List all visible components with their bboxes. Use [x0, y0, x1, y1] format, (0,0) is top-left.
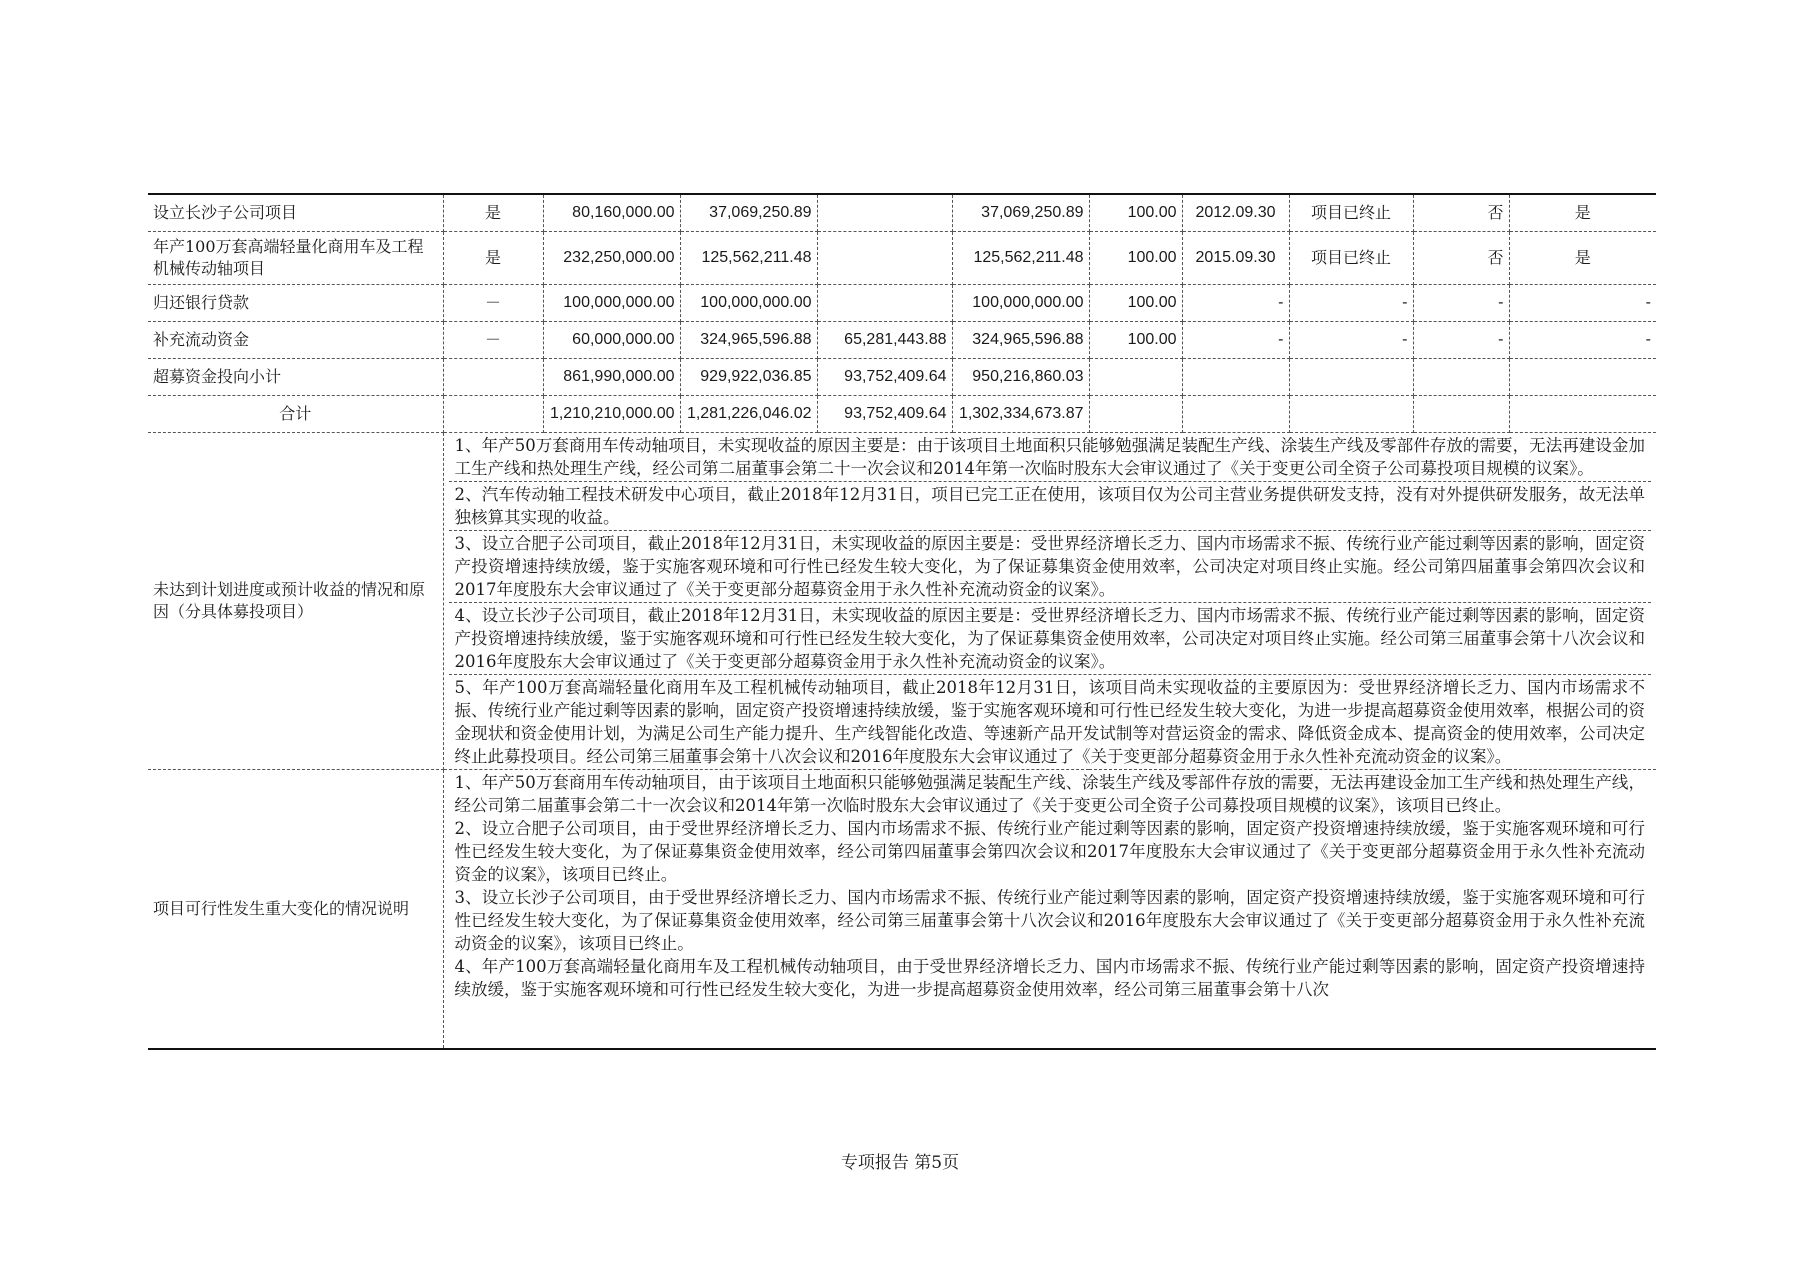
unmet-progress-reasons	[443, 433, 1656, 770]
feasibility-change-notes	[443, 770, 1656, 1050]
progress-percent: 100.00	[1089, 232, 1182, 285]
adjusted-amount: 1,281,226,046.02	[680, 396, 817, 433]
progress-percent	[1089, 396, 1182, 433]
realized-benefit: -	[1289, 285, 1413, 322]
changed-flag	[443, 359, 543, 396]
feasibility-paragraph: 2、设立合肥子公司项目，由于受世界经济增长乏力、国内市场需求不振、传统行业产能过剩等因素的影响，固定资产投资增速持续放缓，鉴于实施客观环境和可行性已经发生较大变化，为了保证募集资金使用效率，经公司第四届董事会第四次会议和2017年度股东大会审议通过了《关于变更部分超募资金用于永久性补充流动资金的议案》，该项目已终止。	[454, 819, 1645, 884]
benefit-reached: -	[1413, 285, 1509, 322]
cumulative-amount: 37,069,250.89	[952, 194, 1089, 232]
reason-paragraph: 5、年产100万套高端轻量化商用车及工程机械传动轴项目，截止2018年12月31日，该项目尚未实现收益的主要原因为：受世界经济增长乏力、国内市场需求不振、传统行业产能过剩等因素的影响，固定资产投资增速持续放缓，鉴于实施客观环境和可行性已经发生较大变化，为进一步提高超募资金使用效率，根据公司的资金现状和资金使用计划，为满足公司生产能力提升、生产线智能化改造、等速新产品开发试制等对营运资金的需求、降低资金成本、提高资金的使用效率，公司决定终止此募投项目。经公司第三届董事会第十八次会议和2016年度股东大会审议通过了《关于变更部分超募资金用于永久性补充流动资金的议案》。	[454, 678, 1645, 766]
realized-benefit: 项目已终止	[1289, 194, 1413, 232]
unmet-progress-label: 未达到计划进度或预计收益的情况和原因（分具体募投项目）	[148, 433, 443, 770]
adjusted-amount: 100,000,000.00	[680, 285, 817, 322]
major-change-flag	[1509, 396, 1656, 433]
cumulative-amount: 100,000,000.00	[952, 285, 1089, 322]
realized-benefit	[1289, 396, 1413, 433]
funds-usage-table	[148, 193, 1656, 1050]
report-page	[148, 193, 1656, 1050]
cumulative-amount: 950,216,860.03	[952, 359, 1089, 396]
cumulative-amount: 1,302,334,673.87	[952, 396, 1089, 433]
major-change-flag	[1509, 359, 1656, 396]
changed-flag: －	[443, 322, 543, 359]
adjusted-amount: 125,562,211.48	[680, 232, 817, 285]
reason-paragraph: 1、年产50万套商用车传动轴项目，未实现收益的原因主要是：由于该项目土地面积只能够勉强满足装配生产线、涂装生产线及零部件存放的需要，无法再建设金加工生产线和热处理生产线，经公司第二届董事会第二十一次会议和2014年第一次临时股东大会审议通过了《关于变更公司全资子公司募投项目规模的议案》。	[449, 433, 1652, 482]
progress-percent	[1089, 359, 1182, 396]
cumulative-amount: 324,965,596.88	[952, 322, 1089, 359]
current-amount: 93,752,409.64	[817, 359, 952, 396]
committed-amount: 861,990,000.00	[543, 359, 680, 396]
ready-date: 2012.09.30	[1182, 194, 1289, 232]
progress-percent: 100.00	[1089, 322, 1182, 359]
unmet-progress-row	[148, 433, 1656, 770]
project-name: 补充流动资金	[148, 322, 443, 359]
adjusted-amount: 37,069,250.89	[680, 194, 817, 232]
major-change-flag: -	[1509, 322, 1656, 359]
adjusted-amount: 324,965,596.88	[680, 322, 817, 359]
ready-date	[1182, 359, 1289, 396]
progress-percent: 100.00	[1089, 194, 1182, 232]
changed-flag: 是	[443, 232, 543, 285]
feasibility-paragraph: 3、设立长沙子公司项目，由于受世界经济增长乏力、国内市场需求不振、传统行业产能过剩等因素的影响，固定资产投资增速持续放缓，鉴于实施客观环境和可行性已经发生较大变化，为了保证募集资金使用效率，经公司第三届董事会第十八次会议和2016年度股东大会审议通过了《关于变更部分超募资金用于永久性补充流动资金的议案》，该项目已终止。	[454, 888, 1645, 953]
table-row	[148, 285, 1656, 322]
reason-paragraph: 2、汽车传动轴工程技术研发中心项目，截止2018年12月31日，项目已完工正在使用，该项目仅为公司主营业务提供研发支持，没有对外提供研发服务，故无法单独核算其实现的收益。	[449, 482, 1652, 531]
ready-date: -	[1182, 285, 1289, 322]
ready-date: -	[1182, 322, 1289, 359]
committed-amount: 60,000,000.00	[543, 322, 680, 359]
current-amount: 65,281,443.88	[817, 322, 952, 359]
benefit-reached: 否	[1413, 194, 1509, 232]
table-row	[148, 396, 1656, 433]
project-name: 合计	[148, 396, 443, 433]
realized-benefit	[1289, 359, 1413, 396]
table-row	[148, 322, 1656, 359]
current-amount	[817, 232, 952, 285]
realized-benefit: 项目已终止	[1289, 232, 1413, 285]
benefit-reached: 否	[1413, 232, 1509, 285]
ready-date: 2015.09.30	[1182, 232, 1289, 285]
feasibility-paragraph: 1、年产50万套商用车传动轴项目，由于该项目土地面积只能够勉强满足装配生产线、涂装生产线及零部件存放的需要，无法再建设金加工生产线和热处理生产线，经公司第二届董事会第二十一次会议和2014年第一次临时股东大会审议通过了《关于变更公司全资子公司募投项目规模的议案》，该项目已终止。	[454, 773, 1645, 815]
benefit-reached	[1413, 396, 1509, 433]
reason-paragraph: 3、设立合肥子公司项目，截止2018年12月31日，未实现收益的原因主要是：受世界经济增长乏力、国内市场需求不振、传统行业产能过剩等因素的影响，固定资产投资增速持续放缓，鉴于实施客观环境和可行性已经发生较大变化，为了保证募集资金使用效率，公司决定对项目终止实施。经公司第四届董事会第四次会议和2017年度股东大会审议通过了《关于变更部分超募资金用于永久性补充流动资金的议案》。	[449, 531, 1652, 603]
current-amount	[817, 285, 952, 322]
project-name: 超募资金投向小计	[148, 359, 443, 396]
adjusted-amount: 929,922,036.85	[680, 359, 817, 396]
reason-paragraph: 4、设立长沙子公司项目，截止2018年12月31日，未实现收益的原因主要是：受世界经济增长乏力、国内市场需求不振、传统行业产能过剩等因素的影响，固定资产投资增速持续放缓，鉴于实施客观环境和可行性已经发生较大变化，为了保证募集资金使用效率，公司决定对项目终止实施。经公司第三届董事会第十八次会议和2016年度股东大会审议通过了《关于变更部分超募资金用于永久性补充流动资金的议案》。	[449, 603, 1652, 675]
benefit-reached: -	[1413, 322, 1509, 359]
changed-flag: －	[443, 285, 543, 322]
committed-amount: 1,210,210,000.00	[543, 396, 680, 433]
progress-percent: 100.00	[1089, 285, 1182, 322]
realized-benefit: -	[1289, 322, 1413, 359]
changed-flag	[443, 396, 543, 433]
current-amount	[817, 194, 952, 232]
major-change-flag: 是	[1509, 232, 1656, 285]
feasibility-change-row	[148, 770, 1656, 1050]
major-change-flag: -	[1509, 285, 1656, 322]
feasibility-paragraph: 4、年产100万套高端轻量化商用车及工程机械传动轴项目，由于受世界经济增长乏力、国内市场需求不振、传统行业产能过剩等因素的影响，固定资产投资增速持续放缓，鉴于实施客观环境和可行性已经发生较大变化，为进一步提高超募资金使用效率，经公司第三届董事会第十八次	[454, 957, 1645, 999]
project-name: 归还银行贷款	[148, 285, 443, 322]
benefit-reached	[1413, 359, 1509, 396]
cumulative-amount: 125,562,211.48	[952, 232, 1089, 285]
project-name: 设立长沙子公司项目	[148, 194, 443, 232]
changed-flag: 是	[443, 194, 543, 232]
project-name: 年产100万套高端轻量化商用车及工程机械传动轴项目	[148, 232, 443, 285]
major-change-flag: 是	[1509, 194, 1656, 232]
table-row	[148, 194, 1656, 232]
current-amount: 93,752,409.64	[817, 396, 952, 433]
table-row	[148, 232, 1656, 285]
committed-amount: 80,160,000.00	[543, 194, 680, 232]
page-footer: 专项报告 第5页	[840, 1153, 960, 1173]
committed-amount: 232,250,000.00	[543, 232, 680, 285]
feasibility-text	[449, 770, 1652, 1048]
ready-date	[1182, 396, 1289, 433]
feasibility-change-label: 项目可行性发生重大变化的情况说明	[148, 770, 443, 1050]
committed-amount: 100,000,000.00	[543, 285, 680, 322]
table-row	[148, 359, 1656, 396]
